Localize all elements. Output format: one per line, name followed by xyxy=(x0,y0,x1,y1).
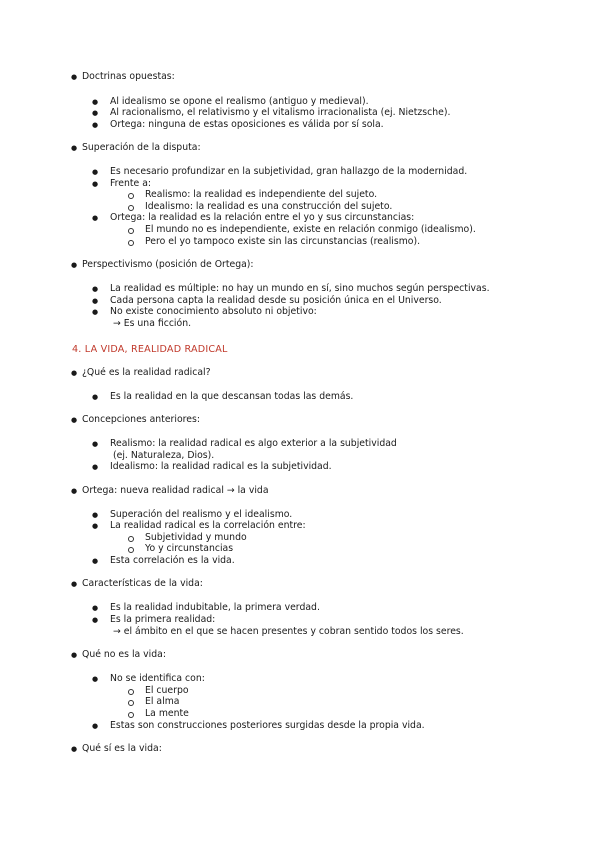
circle-bullet-icon xyxy=(128,240,134,246)
sub-list-item: El mundo no es independiente, existe en relación conmigo (idealismo). xyxy=(145,224,476,235)
heading-perspectivismo: ● Perspectivismo (posición de Ortega): xyxy=(72,259,254,271)
bullet-icon: ● xyxy=(92,308,99,316)
sub-list-item: El alma xyxy=(145,696,180,707)
bullet-icon: ● xyxy=(92,722,99,730)
circle-bullet-icon xyxy=(128,536,134,542)
circle-bullet-icon xyxy=(128,228,134,234)
list-item: Estas son construcciones posteriores surgidas desde la propia vida. xyxy=(110,720,425,731)
circle-bullet-icon xyxy=(128,547,134,553)
sub-list-item: Idealismo: la realidad es una construcción del sujeto. xyxy=(145,201,393,212)
heading-doctrinas: ● Doctrinas opuestas: xyxy=(72,71,175,83)
heading-que-si-es: ● Qué sí es la vida: xyxy=(72,743,162,755)
heading-que-no-es: ● Qué no es la vida: xyxy=(72,649,166,661)
bullet-icon: ● xyxy=(92,121,99,129)
sub-list-item: Pero el yo tampoco existe sin las circunstancias (realismo). xyxy=(145,236,421,247)
bullet-icon: ● xyxy=(92,98,99,106)
list-item: Ortega: la realidad es la relación entre el yo y sus circunstancias: xyxy=(110,212,415,223)
heading-concepciones: ● Concepciones anteriores: xyxy=(72,414,200,426)
section-heading: 4. LA VIDA, REALIDAD RADICAL xyxy=(72,344,228,355)
heading-ortega-vida: ● Ortega: nueva realidad radical → la vida xyxy=(72,485,269,497)
bullet-icon: ● xyxy=(92,168,99,176)
sub-list-item: El cuerpo xyxy=(145,685,189,696)
circle-bullet-icon xyxy=(128,205,134,211)
bullet-icon: ● xyxy=(92,522,99,530)
bullet-icon: ● xyxy=(92,604,99,612)
bullet-icon: ● xyxy=(92,214,99,222)
list-item: No existe conocimiento absoluto ni objetivo: xyxy=(110,306,317,317)
bullet-icon: ● xyxy=(92,440,99,448)
bullet-icon: ● xyxy=(92,616,99,624)
heading-que-es: ● ¿Qué es la realidad radical? xyxy=(72,367,211,379)
list-item: Al racionalismo, el relativismo y el vitalismo irracionalista (ej. Nietzsche). xyxy=(110,107,451,118)
list-item: Es necesario profundizar en la subjetividad, gran hallazgo de la modernidad. xyxy=(110,166,468,177)
sub-list-item: Subjetividad y mundo xyxy=(145,532,247,543)
list-item: Al idealismo se opone el realismo (antiguo y medieval). xyxy=(110,96,369,107)
bullet-icon: ● xyxy=(92,511,99,519)
list-item: Ortega: ninguna de estas oposiciones es válida por sí sola. xyxy=(110,119,384,130)
list-item: Es la realidad en la que descansan todas las demás. xyxy=(110,391,354,402)
heading-caracteristicas: ● Características de la vida: xyxy=(72,578,203,590)
list-item: No se identifica con: xyxy=(110,673,205,684)
list-item: Frente a: xyxy=(110,178,152,189)
arrow-note: → el ámbito en el que se hacen presentes y cobran sentido todos los seres. xyxy=(113,626,464,637)
sub-list-item: La mente xyxy=(145,708,189,719)
circle-bullet-icon xyxy=(128,689,134,695)
list-item-continuation: (ej. Naturaleza, Dios). xyxy=(113,450,215,461)
bullet-icon: ● xyxy=(92,180,99,188)
bullet-icon: ● xyxy=(92,285,99,293)
sub-list-item: Yo y circunstancias xyxy=(145,543,234,554)
circle-bullet-icon xyxy=(128,712,134,718)
list-item: Superación del realismo y el idealismo. xyxy=(110,509,293,520)
bullet-icon: ● xyxy=(92,297,99,305)
list-item: Realismo: la realidad radical es algo exterior a la subjetividad xyxy=(110,438,397,449)
sub-list-item: Realismo: la realidad es independiente del sujeto. xyxy=(145,189,378,200)
bullet-icon: ● xyxy=(92,109,99,117)
list-item: La realidad es múltiple: no hay un mundo en sí, sino muchos según perspectivas. xyxy=(110,283,490,294)
bullet-icon: ● xyxy=(92,557,99,565)
bullet-icon: ● xyxy=(92,675,99,683)
list-item: Cada persona capta la realidad desde su posición única en el Universo. xyxy=(110,295,442,306)
circle-bullet-icon xyxy=(128,193,134,199)
circle-bullet-icon xyxy=(128,700,134,706)
list-item: Esta correlación es la vida. xyxy=(110,555,235,566)
bullet-icon: ● xyxy=(92,393,99,401)
list-item: Es la realidad indubitable, la primera verdad. xyxy=(110,602,320,613)
arrow-note: → Es una ficción. xyxy=(113,318,192,329)
list-item: Es la primera realidad: xyxy=(110,614,216,625)
heading-superacion: ● Superación de la disputa: xyxy=(72,142,201,154)
bullet-icon: ● xyxy=(92,463,99,471)
list-item: La realidad radical es la correlación entre: xyxy=(110,520,306,531)
list-item: Idealismo: la realidad radical es la subjetividad. xyxy=(110,461,332,472)
